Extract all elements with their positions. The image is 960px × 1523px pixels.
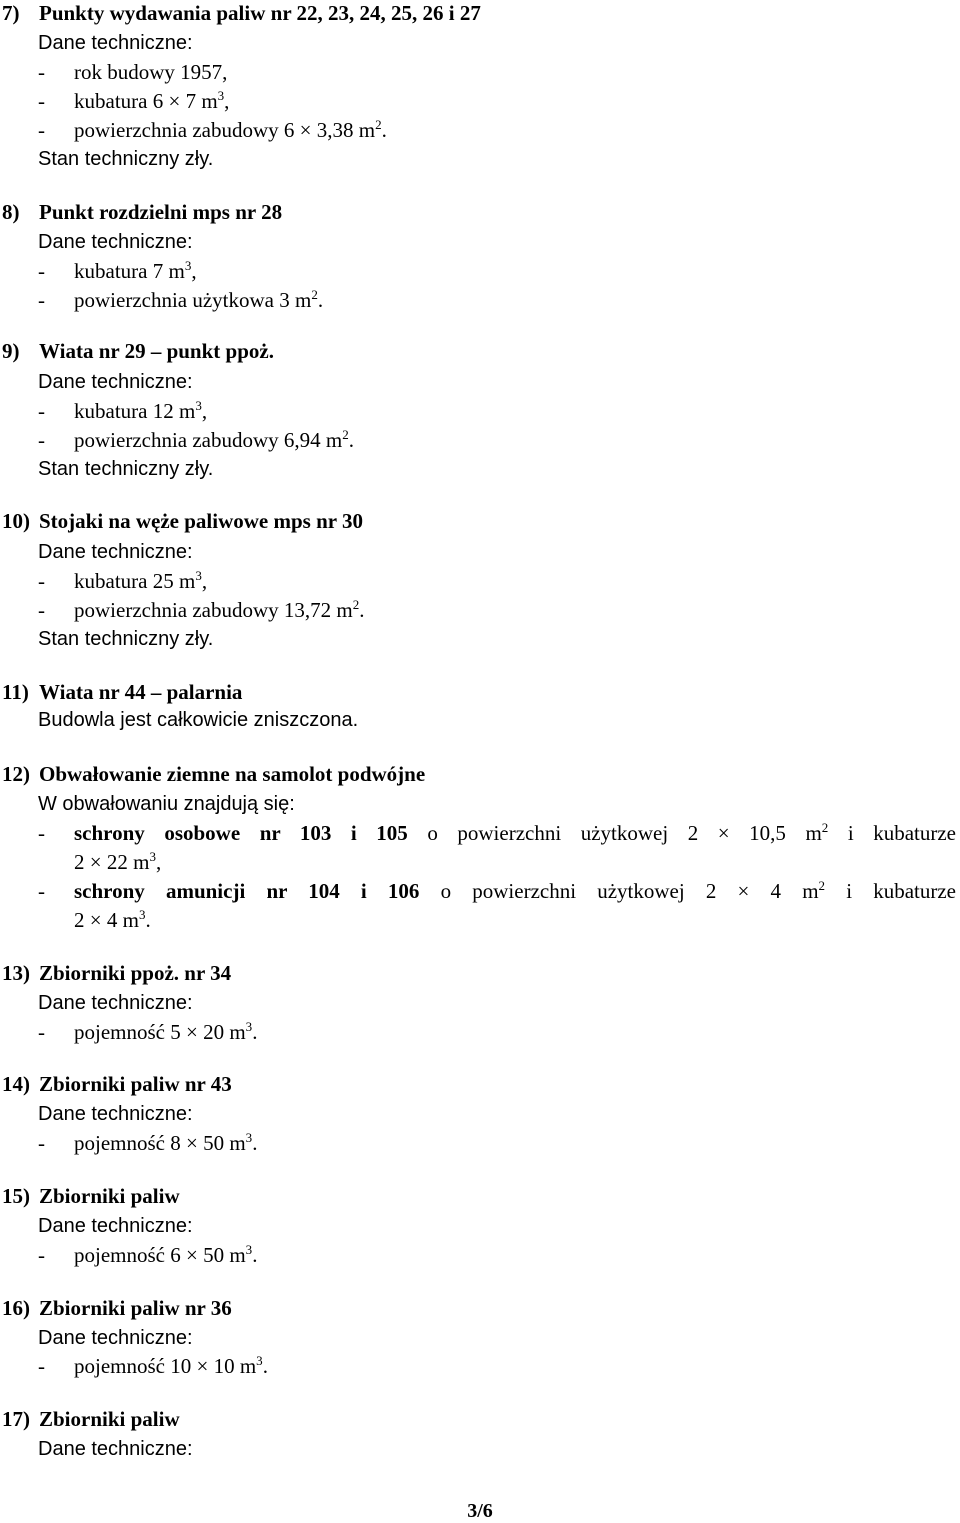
section-status: Stan techniczny zły. [38,458,214,480]
section-label: Dane techniczne: [38,1215,193,1237]
section-label: Dane techniczne: [38,371,193,393]
list-item: - powierzchnia zabudowy 6,94 $m^2$. [38,426,355,452]
page-number: 3/6 [467,1500,493,1522]
section-heading: 14) Zbiorniki paliw nr 43 [2,1072,232,1096]
section-heading: 11) Wiata nr 44 – palarnia [2,680,243,704]
section-label: Dane techniczne: [38,231,193,253]
section-status: Stan techniczny zły. [38,148,214,170]
section-label: Dane techniczne: [38,1438,193,1460]
section-heading: 17) Zbiorniki paliw [2,1407,180,1431]
section-heading: 15) Zbiorniki paliw [2,1184,180,1208]
section-label: Dane techniczne: [38,32,193,54]
list-item: - kubatura 7 $m^3$, [38,257,197,283]
list-item: - schrony osobowe nr 103 i 105 o powierzchni użytkowej 2 × 10,5 $m^2$ i kubaturze [38,819,957,845]
list-item: - powierzchnia zabudowy 6 × 3,38 $m^2$. [38,116,387,142]
list-item-continuation: 2 × 22 $m^3$, [74,848,162,874]
list-item: - rok budowy 1957, [38,60,228,84]
section-heading: 12) Obwałowanie ziemne na samolot podwójne [2,762,426,786]
list-item: - pojemność 8 × 50 $m^3$. [38,1129,258,1155]
section-label: Dane techniczne: [38,541,193,563]
section-label: Dane techniczne: [38,992,193,1014]
section-label: Budowla jest całkowicie zniszczona. [38,709,359,731]
list-item: - pojemność 10 × 10 $m^3$. [38,1352,268,1378]
list-item: - kubatura 25 $m^3$, [38,567,208,593]
list-item: - powierzchnia zabudowy 13,72 $m^2$. [38,596,365,622]
section-heading: 10) Stojaki na węże paliwowe mps nr 30 [2,509,363,533]
list-item: - pojemność 5 × 20 $m^3$. [38,1018,258,1044]
section-heading: 7) Punkty wydawania paliw nr 22, 23, 24, 25, 26 i 27 [2,1,481,25]
list-item: - kubatura 12 $m^3$, [38,397,208,423]
section-heading: 9) Wiata nr 29 – punkt ppoż. [2,339,274,363]
section-status: Stan techniczny zły. [38,628,214,650]
section-label: Dane techniczne: [38,1103,193,1125]
list-item-continuation: 2 × 4 $m^3$. [74,906,151,932]
section-label: Dane techniczne: [38,1327,193,1349]
list-item: - pojemność 6 × 50 $m^3$. [38,1241,258,1267]
section-heading: 8) Punkt rozdzielni mps nr 28 [2,200,283,224]
list-item: - schrony amunicji nr 104 i 106 o powierzchni użytkowej 2 × 4 $m^2$ i kubaturze [38,877,957,903]
section-heading: 13) Zbiorniki ppoż. nr 34 [2,961,232,985]
list-item: - kubatura 6 × 7 $m^3$, [38,87,230,113]
section-heading: 16) Zbiorniki paliw nr 36 [2,1296,232,1320]
section-label: W obwałowaniu znajdują się: [38,793,295,815]
list-item: - powierzchnia użytkowa 3 $m^2$. [38,286,324,312]
